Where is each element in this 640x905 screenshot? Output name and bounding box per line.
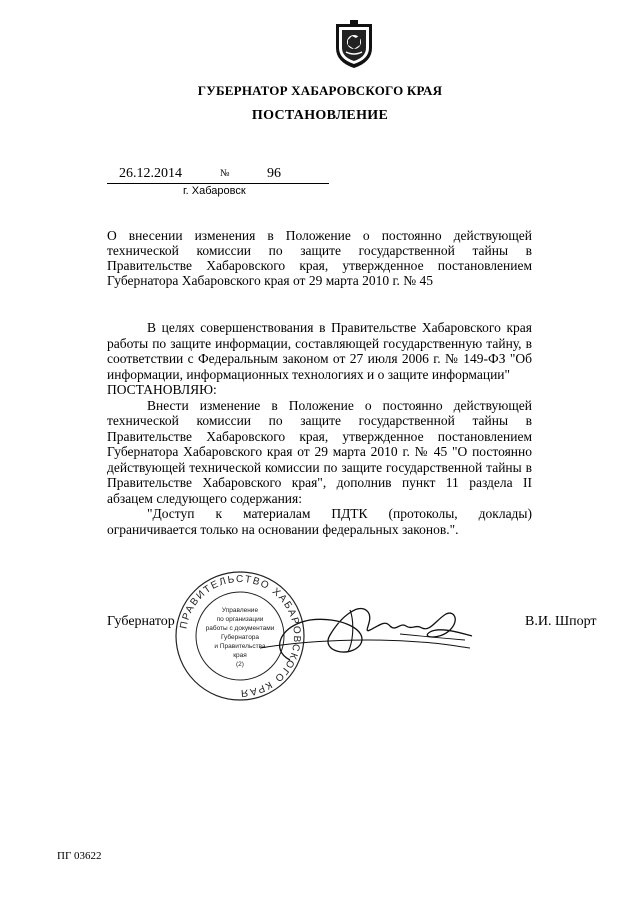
stamp-line: работы с документами	[205, 625, 275, 632]
document-date: 26.12.2014	[119, 166, 182, 181]
handwritten-signature-icon	[250, 590, 480, 670]
coat-of-arms-icon	[330, 18, 378, 70]
stamp-line: по организации	[216, 616, 264, 623]
authority-title: ГУБЕРНАТОР ХАБАРОВСКОГО КРАЯ	[197, 83, 443, 98]
document-subject: О внесении изменения в Положение о постоянно действующей технической комиссии по защите государственной тайны в Правительстве Хабаровского края, утвержденное постановлением Губернатора Хабаровского края от 29 марта 2010 г. № 45	[107, 228, 532, 288]
signer-title: Губернатор	[107, 614, 175, 629]
document-body	[107, 320, 532, 537]
document-number: 96	[267, 166, 281, 181]
registration-line	[107, 166, 329, 184]
document-place: г. Хабаровск	[183, 185, 246, 197]
document-type: ПОСТАНОВЛЕНИЕ	[251, 108, 389, 123]
quote-paragraph: "Доступ к материалам ПДТК (протоколы, доклады) ограничивается только на основании федеральных законов.".	[107, 506, 532, 537]
stamp-line: (2)	[236, 661, 244, 668]
decree-word: ПОСТАНОВЛЯЮ:	[107, 382, 217, 397]
stamp-line: края	[233, 652, 247, 659]
stamp-line: Управление	[221, 607, 259, 614]
form-code: ПГ 03622	[57, 850, 102, 862]
signer-name: В.И. Шпорт	[525, 614, 597, 629]
number-sign: №	[220, 168, 230, 179]
operative-paragraph: Внести изменение в Положение о постоянно действующей технической комиссии по защите государственной тайны в Правительстве Хабаровского края, утвержденное постановлением Губернатора Хабаровского края от 29 марта 2010 г. № 45 "О постоянно действующей технической комиссии по защите государственной тайны в Правительстве Хабаровского края", дополнив пункт 11 раздела II абзацем следующего содержания:	[107, 397, 532, 506]
preamble-paragraph: В целях совершенствования в Правительстве Хабаровского края работы по защите информации, составляющей государственную тайну, в соответствии с Федеральным законом от 27 июля 2006 г. № 149-ФЗ "Об информации, информационных технологиях и о защите информации"	[107, 320, 532, 382]
stamp-line: и Правительства	[214, 643, 266, 650]
stamp-outer-text: ПРАВИТЕЛЬСТВО ХАБАРОВСКОГО КРАЯ	[178, 573, 303, 699]
stamp-line: Губернатора	[220, 634, 260, 641]
